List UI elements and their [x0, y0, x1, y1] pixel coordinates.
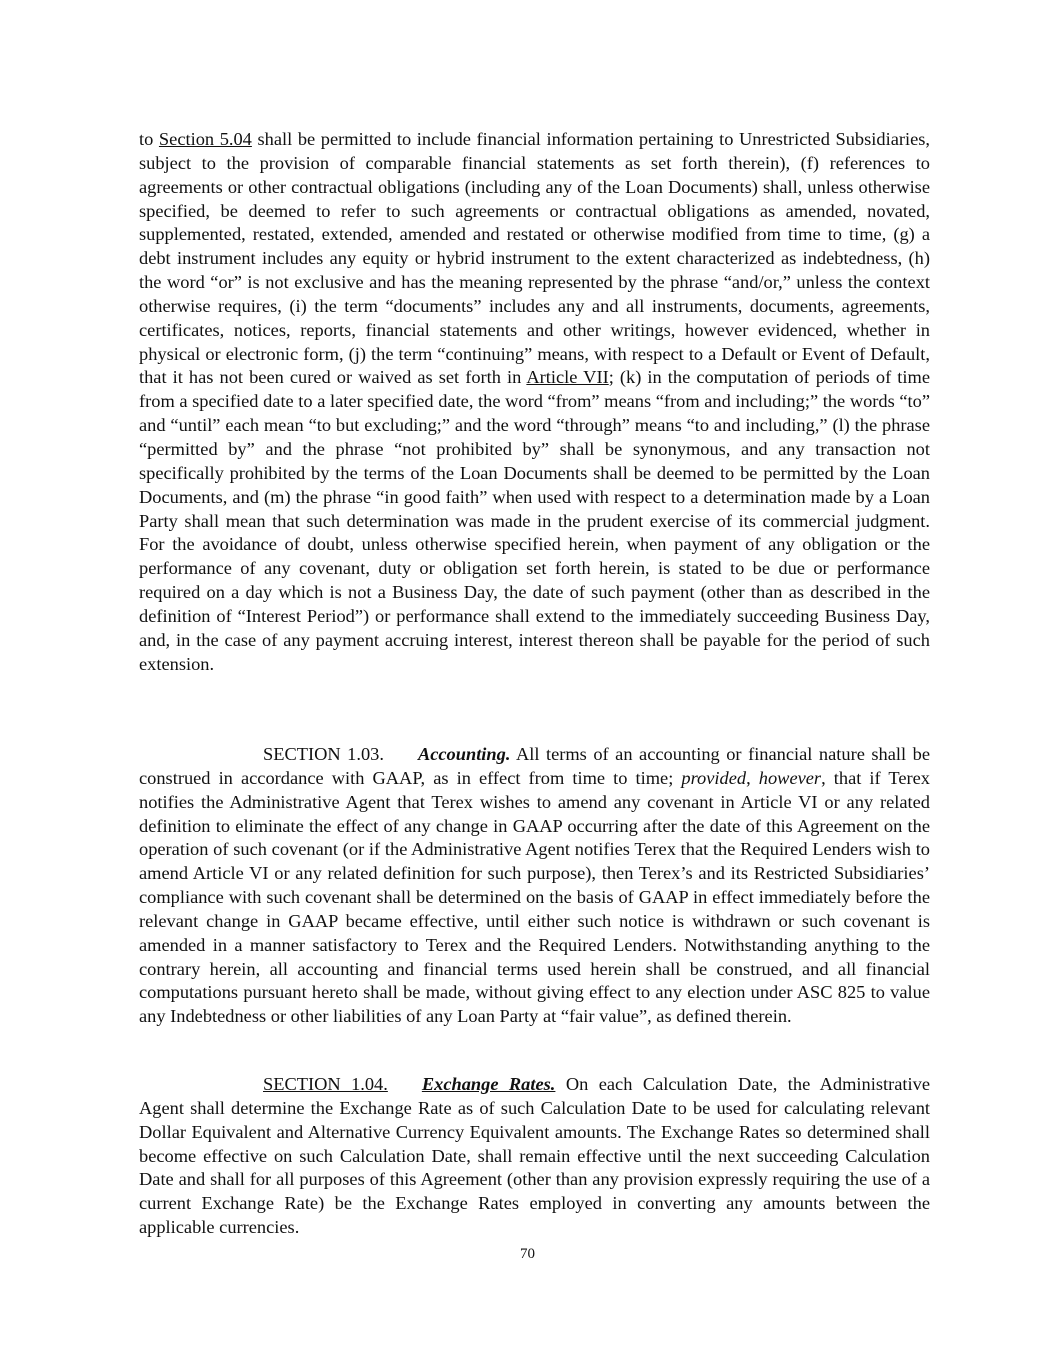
section-1-04	[139, 1073, 930, 1240]
section-title: Accounting.	[417, 744, 511, 764]
article-vii-link[interactable]: Article VII	[526, 367, 609, 388]
paragraph-continuation	[139, 128, 930, 676]
section-number: SECTION 1.03.	[263, 744, 384, 764]
text-run: On each Calculation Date, the Administrative Agent shall determine the Exchange Rate as of such Calculation Date to be used for calculating relevant Dollar Equivalent and Alternative Currency Equivalent amounts. The Exchange Rates so determined shall become effective on such Calculation Date, shall remain effective until the next succeeding Calculation Date and shall for all purposes of this Agreement (other than any provision expressly requiring the use of a current Exchange Rate) be the Exchange Rates employed in converting any amounts between the applicable currencies.	[139, 1074, 930, 1238]
emphasis-however: however	[758, 767, 822, 788]
section-title: Exchange Rates.	[421, 1074, 556, 1094]
text-run: shall be permitted to include financial information pertaining to Unrestricted Subsidiaries, subject to the provision of comparable financial statements as set forth therein), (f) references to agreements or other contractual obligations (including any of the Loan Documents) shall, unless otherwise specified, be deemed to refer to such agreements or contractual obligations as amended, novated, supplemented, restated, extended, amended and restated or otherwise modified from time to time, (g) a debt instrument includes any equity or hybrid instrument to the extent characterized as indebtedness, (h) the word “or” is not exclusive and has the meaning represented by the phrase “and/or,” unless the context otherwise requires, (i) the term “documents” includes any and all instruments, documents, agreements, certificates, notices, reports, financial statements and other writings, however evidenced, whether in physical or electronic form, (j) the term “continuing” means, with respect to a Default or Event of Default, that it has not been cured or waived as set forth in	[139, 129, 931, 388]
text-run: All terms of an accounting or financial nature shall be construed in accordance with GAAP, as in effect from time to time;	[139, 744, 931, 788]
section-number: SECTION 1.04.	[263, 1074, 388, 1094]
section-5-04-link[interactable]: Section 5.04	[158, 129, 252, 149]
emphasis-provided: provided	[681, 767, 747, 788]
section-1-03-paragraph	[139, 743, 930, 1029]
text-run: , that if Terex notifies the Administrative Agent that Terex wishes to amend any covenant in Article VI or any related definition to eliminate the effect of any change in GAAP occurring after the date of this Agreement on the operation of such covenant (or if the Administrative Agent notifies Terex that the Required Lenders wish to amend Article VI or any related definition for such purpose), then Terex’s and its Restricted Subsidiaries’ compliance with such covenant shall be determined on the basis of GAAP in effect immediately before the relevant change in GAAP became effective, until either such notice is withdrawn or such covenant is amended in a manner satisfactory to Terex and the Required Lenders. Notwithstanding anything to the contrary herein, all accounting and financial terms used herein shall be construed, and all financial computations pursuant hereto shall be made, without giving effect to any election under ASC 825 to value any Indebtedness or other liabilities of any Loan Party at “fair value”, as defined therein.	[139, 767, 930, 1027]
page-number: 70	[520, 1246, 535, 1262]
text-run: ,	[746, 767, 759, 788]
section-1-04-paragraph	[139, 1073, 930, 1240]
section-1-03	[139, 743, 930, 1029]
text-run: ; (k) in the computation of periods of time from a specified date to a later specified date, the word “from” means “from and including;” the words “to” and “until” each mean “to but excluding;” and the word “through” means “to and including,” (l) the phrase “permitted by” and the phrase “not prohibited by” shall be synonymous, and any transaction not specifically prohibited by the terms of the Loan Documents shall be deemed to be permitted by the Loan Documents, and (m) the phrase “in good faith” when used with respect to a determination made by a Loan Party shall mean that such determination was made in the prudent exercise of its commercial judgment. For the avoidance of doubt, unless otherwise specified herein, when payment of any obligation or the performance of any covenant, duty or obligation set forth herein, is stated to be due or performance required on a day which is not a Business Day, the date of such payment (other than as described in the definition of “Interest Period”) or performance shall extend to the immediately succeeding Business Day, and, in the case of any payment accruing interest, interest thereon shall be payable for the period of such extension.	[139, 367, 930, 674]
paragraph-text	[139, 128, 930, 676]
text-run: to	[139, 129, 159, 149]
